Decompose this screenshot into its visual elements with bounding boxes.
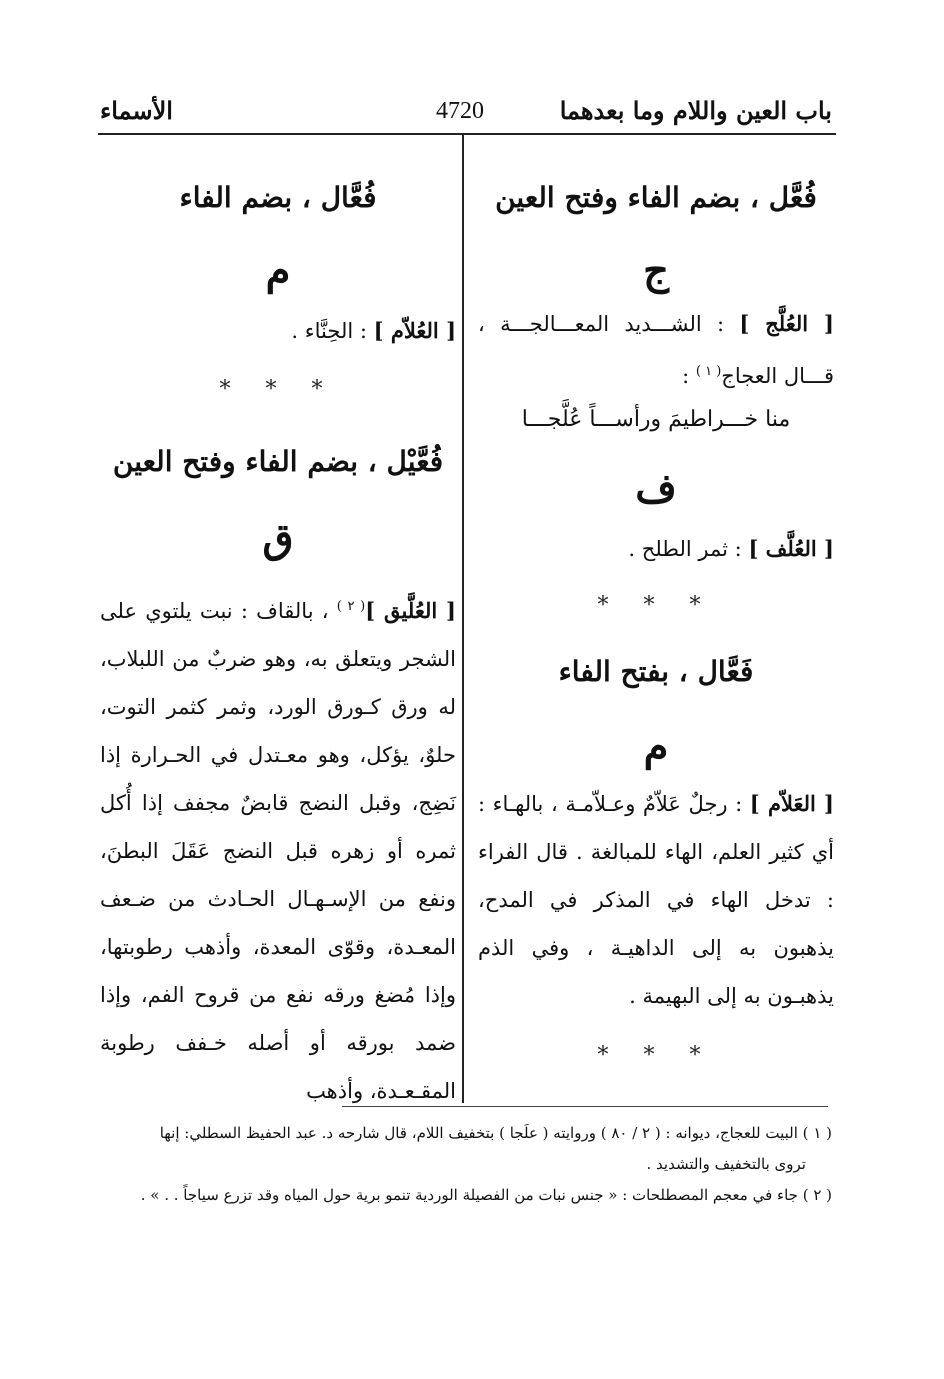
- heading-fuaal: فُعَّل ، بضم الفاء وفتح العين: [495, 181, 817, 214]
- section-separator: * * *: [219, 377, 337, 402]
- column-divider: [462, 135, 464, 1103]
- footnote-ref: ( ١ ): [695, 364, 722, 379]
- footnote-ref: ( ٢ ): [336, 599, 366, 614]
- heading-faaal: فَعَّال ، بفتح الفاء: [558, 655, 754, 688]
- entry-term: [ العُلاّم ]: [373, 318, 456, 343]
- entry-text: : ثمر الطلح .: [628, 537, 742, 561]
- entry-text: : الشـــديد المعـــالجـــة ، قـــال العجاج: [478, 312, 834, 388]
- section-separator: * * *: [597, 1043, 715, 1068]
- footnote-1-continued: تروى بالتخفيف والتشديد .: [646, 1155, 806, 1173]
- header-rule: [98, 133, 836, 135]
- letter-fa: ف: [635, 465, 677, 512]
- footnote-1: ( ١ ) البيت للعجاج، ديوانه : ( ٢ / ٨٠ ) وروايته ( علَجا ) بتخفيف اللام، قال شارحه د. عبد الحفيظ السطلي: إنها: [159, 1124, 832, 1142]
- letter-mim: م: [643, 723, 669, 770]
- heading-fuayl: فُعَّيْل ، بضم الفاء وفتح العين: [112, 445, 444, 478]
- footnote-2: ( ٢ ) جاء في معجم المصطلحات : « جنس نبات من الفصيلة الوردية تنمو برية حول المياه وقد تزرع سياجاً . . » .: [140, 1186, 832, 1204]
- entry-term: [ العُلَّج ]: [739, 311, 834, 336]
- entry-term: [ العَلاّم ]: [749, 791, 834, 816]
- entry-allaam: [478, 780, 834, 1020]
- entry-alullaf: [478, 525, 834, 573]
- verse: منا خـــراطيمَ ورأســـاً عُلَّجـــا: [521, 407, 791, 432]
- entry-text: ، بالقاف : نبت يلتوي على الشجر ويتعلق به، وهو ضربٌ من اللبلاب، له ورق كـورق الورد، وثمر كثمر التوت، حلوٌ، يؤكل، وهو معـتدل في الحـرارة إذا نَضِج، وقبل النضج قابضٌ مجفف إذا أُكل ثمره أو زهره قبل النضج عَقَلَ البطنَ، ونفع من الإسـهـال الحـادث من ضـعف المعـدة، وقوّى المعدة، وأذهب رطوبتها، وإذا مُضغ ورقه نفع من قروح الفم، وإذا ضمد بورقه أو أصله خـفف رطوبة المقـعـدة، وأذهب: [100, 599, 456, 1103]
- entry-colon: :: [682, 364, 690, 388]
- entry-text: : رجلٌ عَلاّمٌ وعـلاّمـة ، بالهـاء : أي كثير العلم، الهاء للمبالغة . قال الفراء : تدخل الهاء في المذكر في المدح، يذهبون به إلى الداهيـة ، وفي الذم يذهبـون به إلى البهيمة .: [478, 792, 834, 1008]
- page-number: 4720: [436, 98, 484, 124]
- entry-term: [ العُلَّيق ]: [365, 598, 456, 623]
- chapter-title: باب العين واللام وما بعدهما: [559, 96, 832, 125]
- letter-jim: ج: [643, 247, 669, 294]
- entry-term: [ العُلَّف ]: [748, 536, 834, 561]
- entry-ullaam: [100, 307, 456, 355]
- section-separator: * * *: [597, 593, 715, 618]
- footnotes: [130, 1118, 832, 1211]
- entry-alullaj: [478, 300, 834, 400]
- entry-text: : الحِنَّاء .: [291, 319, 367, 343]
- entry-ullayq: [100, 583, 456, 1115]
- letter-mim: م: [265, 247, 291, 294]
- footnote-rule: [342, 1106, 828, 1107]
- heading-fuaal-alif: فُعَّال ، بضم الفاء: [179, 181, 377, 214]
- letter-qaf: ق: [262, 515, 294, 562]
- section-title: الأسماء: [100, 96, 173, 125]
